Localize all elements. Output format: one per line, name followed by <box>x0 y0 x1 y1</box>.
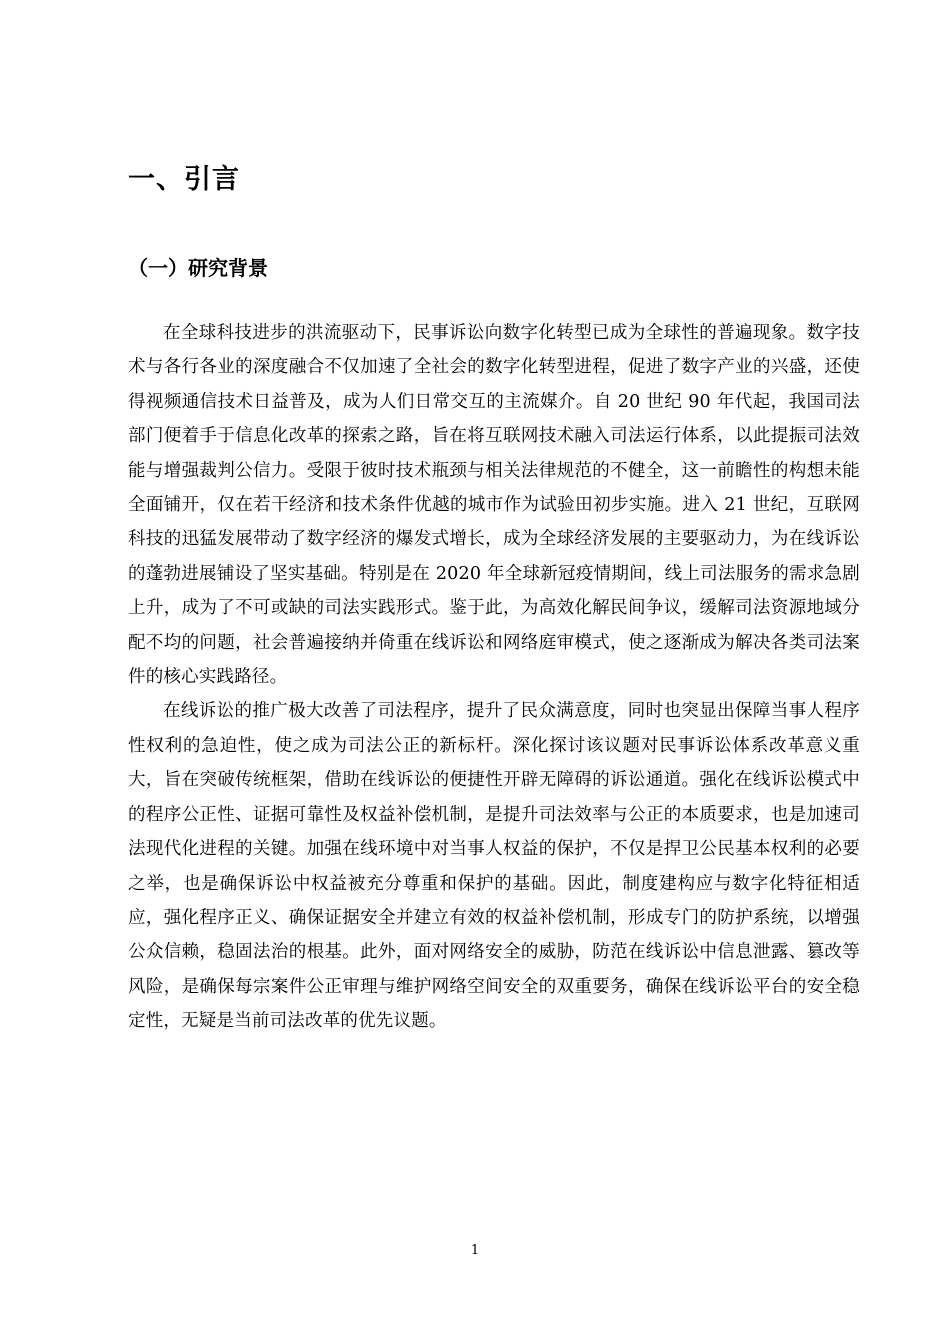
body-text <box>128 316 860 1039</box>
section-title: （一）研究背景 <box>128 256 268 280</box>
paragraph-1: 在全球科技进步的洪流驱动下，民事诉讼向数字化转型已成为全球性的普遍现象。数字技术与各行各业的深度融合不仅加速了全社会的数字化转型进程，促进了数字产业的兴盛，还使得视频通信技术日益普及，成为人们日常交互的主流媒介。自 20 世纪 90 年代起，我国司法部门便着手于信息化改革的探索之路，旨在将互联网技术融入司法运行体系，以此提振司法效能与增强裁判公信力。受限于彼时技术瓶颈与相关法律规范的不健全，这一前瞻性的构想未能全面铺开，仅在若干经济和技术条件优越的城市作为试验田初步实施。进入 21 世纪，互联网科技的迅猛发展带动了数字经济的爆发式增长，成为全球经济发展的主要驱动力，为在线诉讼的蓬勃进展铺设了坚实基础。特别是在 2020 年全球新冠疫情期间，线上司法服务的需求急剧上升，成为了不可或缺的司法实践形式。鉴于此，为高效化解民间争议，缓解司法资源地域分配不均的问题，社会普遍接纳并倚重在线诉讼和网络庭审模式，使之逐渐成为解决各类司法案件的核心实践路径。 <box>128 323 860 688</box>
chapter-title: 一、引言 <box>128 164 240 195</box>
page-number: 1 <box>470 1243 480 1258</box>
paragraph-2: 在线诉讼的推广极大改善了司法程序，提升了民众满意度，同时也突显出保障当事人程序性权利的急迫性，使之成为司法公正的新标杆。深化探讨该议题对民事诉讼体系改革意义重大，旨在突破传统框架，借助在线诉讼的便捷性开辟无障碍的诉讼通道。强化在线诉讼模式中的程序公正性、证据可靠性及权益补偿机制，是提升司法效率与公正的本质要求，也是加速司法现代化进程的关键。加强在线环境中对当事人权益的保护，不仅是捍卫公民基本权利的必要之举，也是确保诉讼中权益被充分尊重和保护的基础。因此，制度建构应与数字化特征相适应，强化程序正义、确保证据安全并建立有效的权益补偿机制，形成专门的防护系统，以增强公众信赖，稳固法治的根基。此外，面对网络安全的威胁，防范在线诉讼中信息泄露、篡改等风险，是确保每宗案件公正审理与维护网络空间安全的双重要务，确保在线诉讼平台的安全稳定性，无疑是当前司法改革的优先议题。 <box>128 701 860 1032</box>
